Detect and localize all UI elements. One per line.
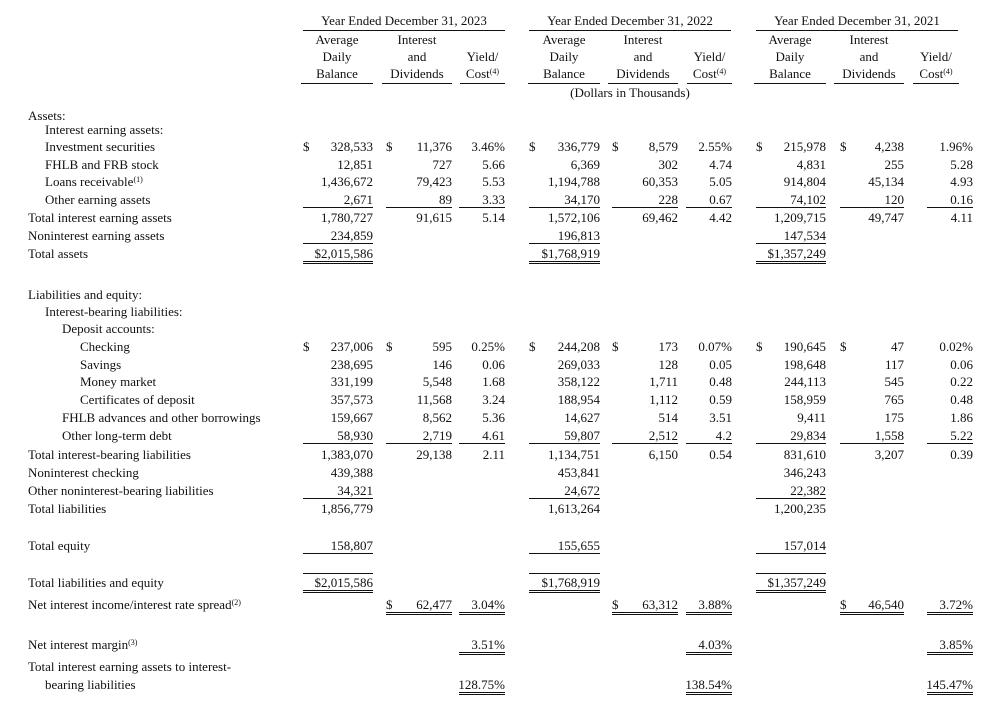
interest-value: 595 — [432, 339, 452, 354]
currency-symbol: $ — [303, 339, 310, 354]
row-label-text: Net interest margin — [28, 637, 129, 652]
average-balance-value: 196,813 — [557, 228, 600, 243]
row-label — [28, 597, 241, 612]
currency-symbol: $ — [303, 139, 310, 154]
row-label — [28, 465, 139, 480]
underline-rule — [529, 207, 600, 208]
footnote-ref: (1) — [133, 175, 143, 184]
currency-symbol: $ — [529, 139, 536, 154]
average-balance-value: 215,978 — [783, 139, 826, 154]
underline-rule — [303, 243, 373, 244]
yield-col-header: Yield/ Cost$^{(4)}$ — [460, 31, 505, 84]
average-balance-value: 244,208 — [557, 339, 600, 354]
period-title: Year Ended December 31, 2023 — [321, 13, 487, 28]
average-balance-value: 2,671 — [343, 192, 373, 207]
yield-value: 2.55% — [698, 139, 732, 154]
row-label-text: Total liabilities and equity — [28, 575, 164, 590]
yield-value: 0.25% — [471, 339, 505, 354]
currency-symbol: $ — [612, 597, 619, 612]
yield-value: 1.68 — [482, 374, 505, 389]
interest-value: 60,353 — [642, 174, 678, 189]
average-balance-value: 58,930 — [337, 428, 373, 443]
average-balance-value: 1,780,727 — [321, 210, 373, 225]
average-balance-value: 59,807 — [564, 428, 600, 443]
row-label — [28, 210, 172, 225]
currency-symbol: $ — [386, 597, 393, 612]
interest-value: 1,711 — [649, 374, 678, 389]
average-balance-value: 1,436,672 — [321, 174, 373, 189]
yield-value: 5.53 — [482, 174, 505, 189]
row-label — [80, 374, 156, 389]
average-balance-value: 14,627 — [564, 410, 600, 425]
underline-rule — [612, 207, 678, 208]
double-underline-rule — [529, 261, 600, 264]
section-interest-bearing-liabilities: Interest-bearing liabilities: — [45, 304, 183, 319]
row-label-text: Certificates of deposit — [80, 392, 195, 407]
yield-value: 0.48 — [709, 374, 732, 389]
interest-value: 29,138 — [416, 447, 452, 462]
currency-symbol: $ — [612, 339, 619, 354]
average-balance-value: 1,200,235 — [774, 501, 826, 516]
double-underline-rule — [686, 652, 732, 655]
average-balance-value: 244,113 — [784, 374, 826, 389]
row-label-text: Other earning assets — [45, 192, 151, 207]
average-balance-value: 1,209,715 — [774, 210, 826, 225]
underline-rule — [612, 443, 678, 444]
yield-value: 4.42 — [709, 210, 732, 225]
interest-value: 47 — [891, 339, 904, 354]
underline-rule — [459, 207, 505, 208]
double-underline-rule — [686, 692, 732, 695]
yield-value: 3.46% — [471, 139, 505, 154]
average-balance-value: $2,015,586 — [314, 246, 373, 261]
section-assets: Assets: — [28, 108, 66, 123]
interest-value: 79,423 — [416, 174, 452, 189]
interest-value: 120 — [884, 192, 904, 207]
row-label-text: Loans receivable — [45, 174, 134, 189]
underline-rule — [686, 207, 732, 208]
underline-rule — [756, 498, 826, 499]
row-label-text: Total interest earning assets — [28, 210, 172, 225]
row-label-text: Noninterest earning assets — [28, 228, 165, 243]
yield-value: 3.24 — [482, 392, 505, 407]
period-header-2022 — [529, 12, 731, 31]
row-label — [28, 538, 90, 553]
underline-rule — [840, 207, 904, 208]
yield-value: 4.61 — [482, 428, 505, 443]
yield-value: 4.93 — [950, 174, 973, 189]
average-balance-value: 358,122 — [557, 374, 600, 389]
currency-symbol: $ — [386, 339, 393, 354]
yield-value: 0.67 — [709, 192, 732, 207]
average-balance-value: 357,573 — [330, 392, 373, 407]
section-deposit-accounts: Deposit accounts: — [62, 321, 155, 336]
interest-value: 4,238 — [874, 139, 904, 154]
average-balance-value: 1,383,070 — [321, 447, 373, 462]
interest-value: 46,540 — [868, 597, 904, 612]
double-underline-rule — [386, 612, 452, 615]
double-underline-rule — [756, 261, 826, 264]
interest-value: 1,558 — [874, 428, 904, 443]
footnote-ref: (2) — [231, 598, 241, 607]
currency-symbol: $ — [386, 139, 393, 154]
interest-value: 545 — [884, 374, 904, 389]
average-balance-value: 74,102 — [790, 192, 826, 207]
average-balance-value: 439,388 — [330, 465, 373, 480]
underline-rule — [386, 207, 452, 208]
interest-value: 8,562 — [422, 410, 452, 425]
average-balance-value: 914,804 — [783, 174, 826, 189]
interest-value: 8,579 — [648, 139, 678, 154]
balance-col-header: Average Daily Balance — [301, 31, 373, 84]
underline-rule — [927, 207, 973, 208]
yield-value: 4.03% — [698, 637, 732, 652]
average-balance-value: 1,134,751 — [548, 447, 600, 462]
row-label-text: Total interest earning assets to interest- — [28, 659, 232, 674]
underline-rule — [303, 207, 373, 208]
row-label-text: Money market — [80, 374, 157, 389]
underline-rule — [686, 443, 732, 444]
interest-value: 255 — [884, 157, 904, 172]
period-header-2023 — [303, 12, 505, 31]
average-balance-value: 29,834 — [790, 428, 826, 443]
double-underline-rule — [927, 692, 973, 695]
yield-value: 2.11 — [482, 447, 505, 462]
yield-value: 3.72% — [939, 597, 973, 612]
average-balance-value: 328,533 — [330, 139, 373, 154]
row-label-text: Total equity — [28, 538, 91, 553]
average-balance-value: 269,033 — [557, 357, 600, 372]
average-balance-value: 4,831 — [796, 157, 826, 172]
average-balance-value: 188,954 — [557, 392, 600, 407]
row-label — [28, 575, 164, 590]
interest-value: 302 — [658, 157, 678, 172]
interest-value: 173 — [658, 339, 678, 354]
interest-value: 3,207 — [874, 447, 904, 462]
yield-value: 128.75% — [458, 677, 505, 692]
double-underline-rule — [303, 261, 373, 264]
underline-rule — [303, 553, 373, 554]
double-underline-rule — [927, 652, 973, 655]
yield-value: 5.05 — [709, 174, 732, 189]
yield-value: 0.07% — [698, 339, 732, 354]
interest-value: 2,719 — [422, 428, 452, 443]
yield-value: 4.11 — [950, 210, 973, 225]
balance-col-header: Average Daily Balance — [754, 31, 826, 84]
average-balance-value: 1,194,788 — [548, 174, 600, 189]
yield-value: 0.59 — [709, 392, 732, 407]
yield-value: 3.33 — [482, 192, 505, 207]
average-balance-value: 12,851 — [337, 157, 373, 172]
average-balance-value: 9,411 — [797, 410, 826, 425]
average-balance-value: 198,648 — [783, 357, 826, 372]
currency-symbol: $ — [840, 139, 847, 154]
average-balance-value: 158,959 — [783, 392, 826, 407]
underline-rule — [529, 498, 600, 499]
yield-col-header: Yield/ Cost$^{(4)}$ — [687, 31, 732, 84]
average-balance-value: 159,667 — [330, 410, 373, 425]
interest-value: 45,134 — [868, 174, 904, 189]
currency-symbol: $ — [840, 339, 847, 354]
row-label — [28, 659, 231, 674]
row-label — [62, 410, 261, 425]
yield-value: 5.28 — [950, 157, 973, 172]
interest-value: 2,512 — [648, 428, 678, 443]
period-header-2021 — [756, 12, 958, 31]
interest-value: 146 — [432, 357, 452, 372]
interest-value: 514 — [658, 410, 678, 425]
underline-rule — [529, 553, 600, 554]
period-title: Year Ended December 31, 2021 — [774, 13, 940, 28]
row-label — [45, 157, 159, 172]
row-label — [28, 246, 88, 261]
currency-symbol: $ — [756, 339, 763, 354]
underline-rule — [303, 498, 373, 499]
currency-symbol: $ — [612, 139, 619, 154]
currency-symbol: $ — [529, 339, 536, 354]
average-balance-value: 190,645 — [783, 339, 826, 354]
yield-value: 0.05 — [709, 357, 732, 372]
average-balance-value: 24,672 — [564, 483, 600, 498]
yield-value: 4.74 — [709, 157, 732, 172]
underline-rule — [459, 443, 505, 444]
double-underline-rule — [612, 612, 678, 615]
average-balance-value: 1,856,779 — [321, 501, 373, 516]
interest-value: 69,462 — [642, 210, 678, 225]
overline-rule — [303, 573, 373, 574]
interest-value: 117 — [884, 357, 904, 372]
row-label — [62, 428, 172, 443]
yield-value: 0.39 — [950, 447, 973, 462]
row-label-text: Other noninterest-bearing liabilities — [28, 483, 214, 498]
underline-rule — [840, 443, 904, 444]
yield-value: 0.16 — [950, 192, 973, 207]
interest-value: 89 — [439, 192, 452, 207]
row-label-text: Other long-term debt — [62, 428, 172, 443]
interest-value: 727 — [432, 157, 452, 172]
yield-value: 1.86 — [950, 410, 973, 425]
double-underline-rule — [840, 612, 904, 615]
interest-value: 228 — [658, 192, 678, 207]
interest-value: 63,312 — [642, 597, 678, 612]
row-label — [45, 192, 150, 207]
average-balance-value: 157,014 — [783, 538, 826, 553]
yield-value: 5.14 — [482, 210, 505, 225]
yield-value: 3.88% — [698, 597, 732, 612]
interest-value: 49,747 — [868, 210, 904, 225]
row-label — [28, 228, 164, 243]
yield-value: 0.06 — [950, 357, 973, 372]
interest-value: 11,376 — [416, 139, 452, 154]
average-balance-value: 158,807 — [330, 538, 373, 553]
average-balance-value: $2,015,586 — [314, 575, 373, 590]
underline-rule — [756, 243, 826, 244]
section-liabilities-equity: Liabilities and equity: — [28, 287, 143, 302]
row-label-text: Noninterest checking — [28, 465, 139, 480]
average-balance-value: 6,369 — [570, 157, 600, 172]
interest-value: 175 — [884, 410, 904, 425]
average-balance-value: 336,779 — [557, 139, 600, 154]
yield-value: 3.51% — [471, 637, 505, 652]
yield-value: 3.85% — [939, 637, 973, 652]
row-label-text: Total interest-bearing liabilities — [28, 447, 191, 462]
double-underline-rule — [459, 692, 505, 695]
yield-value: 5.22 — [950, 428, 973, 443]
average-balance-value: 22,382 — [790, 483, 826, 498]
average-balance-value: $1,357,249 — [767, 246, 826, 261]
period-title: Year Ended December 31, 2022 — [547, 13, 713, 28]
double-underline-rule — [459, 652, 505, 655]
underline-rule — [756, 207, 826, 208]
average-balance-value: 1,572,106 — [548, 210, 600, 225]
yield-value: 0.02% — [939, 339, 973, 354]
underline-rule — [529, 443, 600, 444]
yield-value: 138.54% — [685, 677, 732, 692]
yield-value: 145.47% — [926, 677, 973, 692]
double-underline-rule — [756, 590, 826, 593]
double-underline-rule — [927, 612, 973, 615]
interest-col-header: Interest and Dividends — [834, 31, 904, 84]
underline-rule — [756, 443, 826, 444]
underline-rule — [927, 443, 973, 444]
yield-value: 0.22 — [950, 374, 973, 389]
currency-symbol: $ — [756, 139, 763, 154]
double-underline-rule — [686, 612, 732, 615]
yield-value: 5.66 — [482, 157, 505, 172]
row-label — [80, 357, 121, 372]
footnote-ref: (3) — [128, 638, 138, 647]
units-label: (Dollars in Thousands) — [570, 85, 690, 100]
average-balance-value: 34,170 — [564, 192, 600, 207]
average-balance-value: 237,006 — [330, 339, 373, 354]
balance-col-header: Average Daily Balance — [528, 31, 600, 84]
row-label-text: Savings — [80, 357, 122, 372]
row-label — [45, 174, 143, 189]
interest-col-header: Interest and Dividends — [608, 31, 678, 84]
row-label — [28, 501, 106, 516]
row-label — [45, 139, 155, 154]
underline-rule — [529, 243, 600, 244]
section-interest-earning-assets: Interest earning assets: — [45, 122, 164, 137]
yield-value: 3.51 — [709, 410, 732, 425]
row-label-text: FHLB advances and other borrowings — [62, 410, 261, 425]
underline-rule — [303, 443, 373, 444]
row-label — [80, 392, 195, 407]
interest-value: 6,150 — [648, 447, 678, 462]
yield-value: 3.04% — [471, 597, 505, 612]
average-balance-value: $1,768,919 — [541, 246, 600, 261]
interest-value: 765 — [884, 392, 904, 407]
row-label — [28, 447, 191, 462]
average-balance-value: $1,357,249 — [767, 575, 826, 590]
overline-rule — [756, 573, 826, 574]
average-balance-value: 155,655 — [557, 538, 600, 553]
row-label-text: Investment securities — [45, 139, 156, 154]
row-label — [28, 483, 214, 498]
row-label-text: Total liabilities — [28, 501, 107, 516]
average-balance-value: 34,321 — [337, 483, 373, 498]
average-balance-value: 238,695 — [330, 357, 373, 372]
average-balance-value: 147,534 — [783, 228, 826, 243]
double-underline-rule — [303, 590, 373, 593]
yield-value: 0.06 — [482, 357, 505, 372]
row-label-text: Net interest income/interest rate spread — [28, 597, 232, 612]
row-label — [28, 637, 137, 652]
yield-value: 5.36 — [482, 410, 505, 425]
underline-rule — [386, 443, 452, 444]
row-label-continued: bearing liabilities — [45, 677, 136, 692]
interest-value: 1,112 — [649, 392, 678, 407]
currency-symbol: $ — [840, 597, 847, 612]
row-label-text: Total assets — [28, 246, 89, 261]
yield-value: 4.2 — [715, 428, 732, 443]
row-label-text: FHLB and FRB stock — [45, 157, 159, 172]
double-underline-rule — [459, 612, 505, 615]
underline-rule — [756, 553, 826, 554]
average-balance-value: 234,859 — [330, 228, 373, 243]
average-balance-value: 831,610 — [783, 447, 826, 462]
interest-value: 11,568 — [416, 392, 452, 407]
row-label-text: Checking — [80, 339, 130, 354]
row-label — [80, 339, 130, 354]
interest-value: 91,615 — [416, 210, 452, 225]
yield-value: 1.96% — [939, 139, 973, 154]
overline-rule — [529, 573, 600, 574]
yield-value: 0.48 — [950, 392, 973, 407]
interest-value: 62,477 — [416, 597, 452, 612]
average-balance-value: 1,613,264 — [548, 501, 600, 516]
double-underline-rule — [529, 590, 600, 593]
interest-value: 128 — [658, 357, 678, 372]
interest-value: 5,548 — [422, 374, 452, 389]
average-balance-value: 331,199 — [330, 374, 373, 389]
average-balance-value: 453,841 — [557, 465, 600, 480]
average-balance-value: $1,768,919 — [541, 575, 600, 590]
yield-col-header: Yield/ Cost$^{(4)}$ — [913, 31, 959, 84]
interest-col-header: Interest and Dividends — [382, 31, 452, 84]
yield-value: 0.54 — [709, 447, 732, 462]
average-balance-value: 346,243 — [783, 465, 826, 480]
